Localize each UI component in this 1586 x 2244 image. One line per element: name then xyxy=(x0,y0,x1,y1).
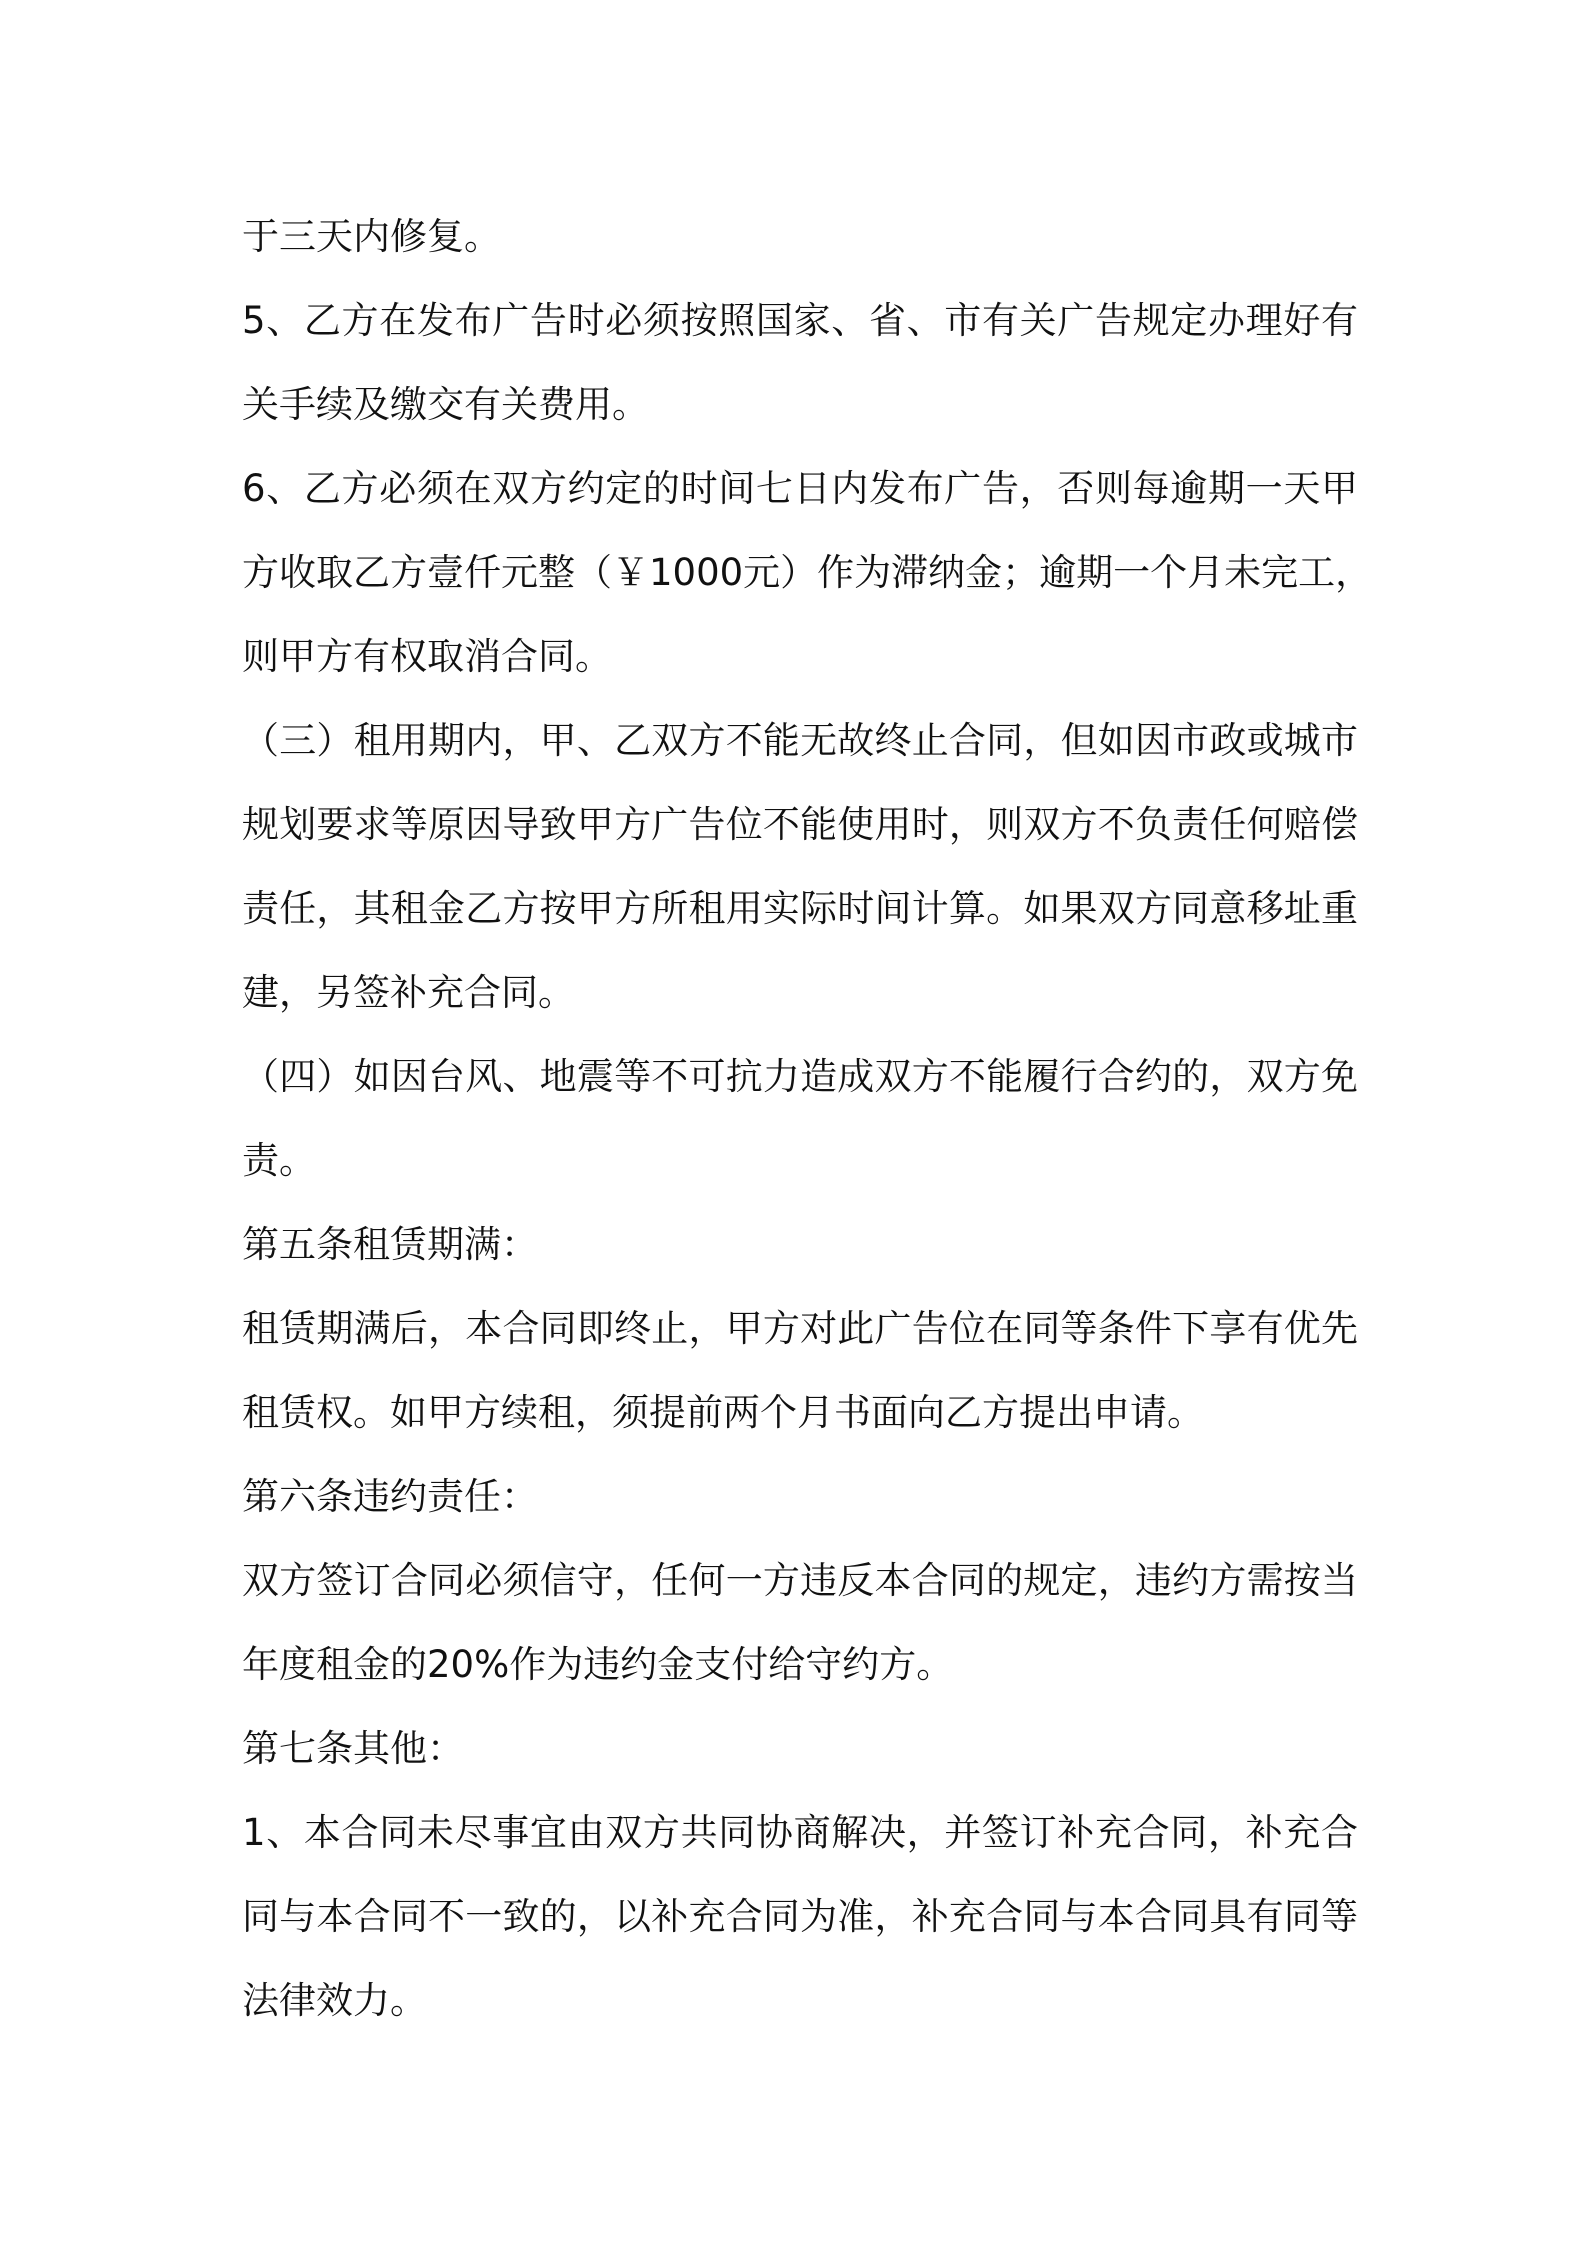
contract-text-body xyxy=(242,195,1373,2043)
text-line: 5、乙方在发布广告时必须按照国家、省、市有关广告规定办理好有 xyxy=(242,299,1358,342)
text-line: 6、乙方必须在双方约定的时间七日内发布广告，否则每逾期一天甲 xyxy=(242,467,1358,510)
text-line: 建，另签补充合同。 xyxy=(242,971,575,1014)
text-line: 则甲方有权取消合同。 xyxy=(242,635,612,678)
text-line: 双方签订合同必须信守，任何一方违反本合同的规定，违约方需按当 xyxy=(242,1559,1358,1602)
text-line: 于三天内修复。 xyxy=(242,215,501,258)
text-line: （四）如因台风、地震等不可抗力造成双方不能履行合约的，双方免 xyxy=(242,1055,1358,1098)
text-line: 责。 xyxy=(242,1139,316,1182)
text-line: 1、本合同未尽事宜由双方共同协商解决，并签订补充合同，补充合 xyxy=(242,1811,1358,1854)
text-line: 责任，其租金乙方按甲方所租用实际时间计算。如果双方同意移址重 xyxy=(242,887,1358,930)
section-heading: 第六条违约责任： xyxy=(242,1475,538,1518)
section-heading: 第七条其他： xyxy=(242,1727,464,1770)
text-line: 同与本合同不一致的，以补充合同为准，补充合同与本合同具有同等 xyxy=(242,1895,1358,1938)
text-line: （三）租用期内，甲、乙双方不能无故终止合同，但如因市政或城市 xyxy=(242,719,1358,762)
text-line: 关手续及缴交有关费用。 xyxy=(242,383,649,426)
text-line: 规划要求等原因导致甲方广告位不能使用时，则双方不负责任何赔偿 xyxy=(242,803,1358,846)
section-heading: 第五条租赁期满： xyxy=(242,1223,538,1266)
text-line: 租赁期满后，本合同即终止，甲方对此广告位在同等条件下享有优先 xyxy=(242,1307,1358,1350)
text-line: 年度租金的20%作为违约金支付给守约方。 xyxy=(242,1643,954,1686)
text-line: 租赁权。如甲方续租，须提前两个月书面向乙方提出申请。 xyxy=(242,1391,1204,1434)
text-line: 法律效力。 xyxy=(242,1979,427,2022)
text-line: 方收取乙方壹仟元整（￥1000元）作为滞纳金；逾期一个月未完工， xyxy=(242,551,1373,594)
